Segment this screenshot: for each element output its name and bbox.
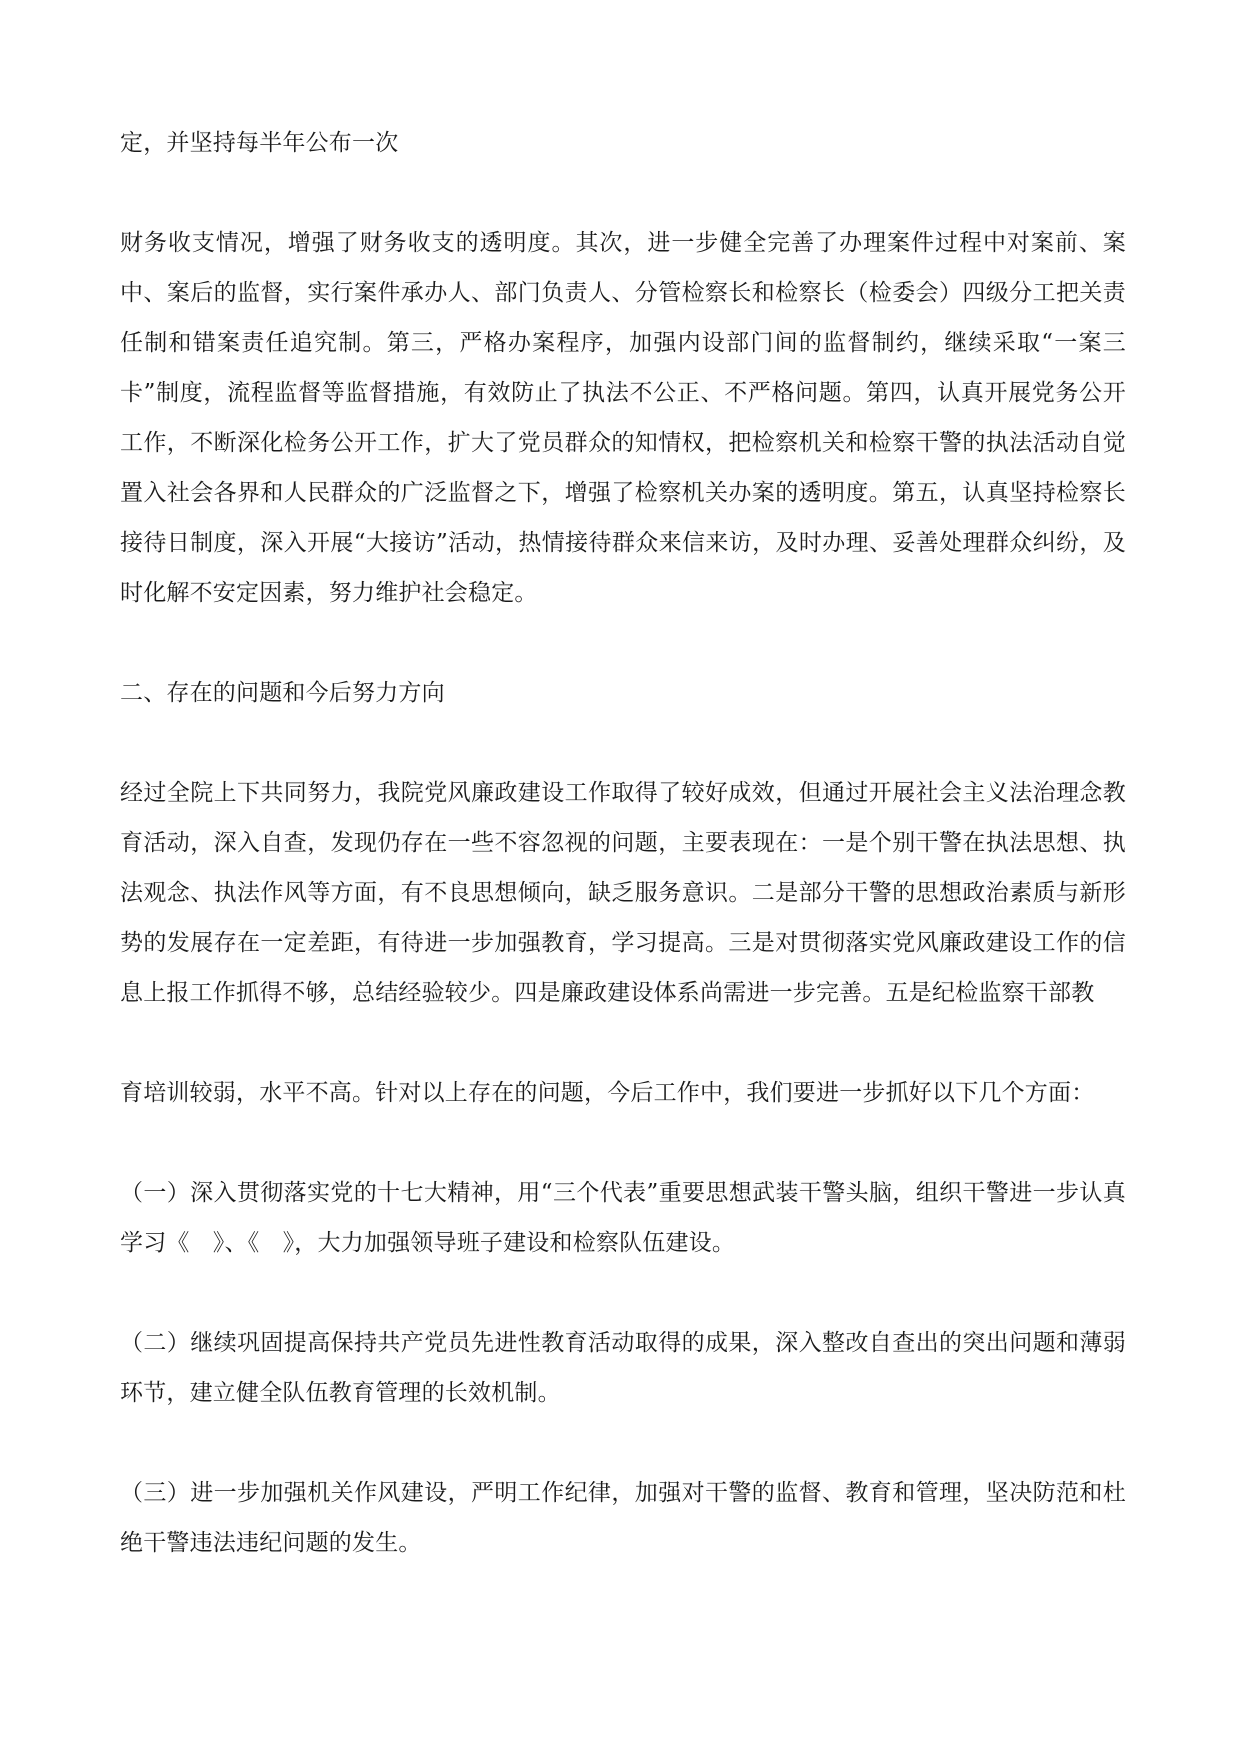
paragraph-supervision-measures: 财务收支情况，增强了财务收支的透明度。其次，进一步健全完善了办理案件过程中对案前、案中、案后的监督，实行案件承办人、部门负责人、分管检察长和检察长（检委会）四级分工把关责任制和错案责任追究制。第三，严格办案程序，加强内设部门间的监督制约，继续采取“一案三卡”制度，流程监督等监督措施，有效防止了执法不公正、不严格问题。第四，认真开展党务公开工作，不断深化检务公开工作，扩大了党员群众的知情权，把检察机关和检察干警的执法活动自觉置入社会各界和人民群众的广泛监督之下，增强了检察机关办案的透明度。第五，认真坚持检察长接待日制度，深入开展“大接访”活动，热情接待群众来信来访，及时办理、妥善处理群众纠纷，及时化解不安定因素，努力维护社会稳定。 bbox=[120, 230, 1126, 606]
paragraph-problems: 经过全院上下共同努力，我院党风廉政建设工作取得了较好成效，但通过开展社会主义法治理念教育活动，深入自查，发现仍存在一些不容忽视的问题，主要表现在：一是个别干警在执法思想、执法观念、执法作风等方面，有不良思想倾向，缺乏服务意识。二是部分干警的思想政治素质与新形势的发展存在一定差距，有待进一步加强教育，学习提高。三是对贯彻落实党风廉政建设工作的信息上报工作抓得不够，总结经验较少。四是廉政建设体系尚需进一步完善。五是纪检监察干部教 bbox=[120, 780, 1126, 1006]
list-item-1: （一）深入贯彻落实党的十七大精神，用“三个代表”重要思想武装干警头脑，组织干警进一步认真学习《 》、《 》，大力加强领导班子建设和检察队伍建设。 bbox=[120, 1180, 1126, 1256]
paragraph-directions-intro: 育培训较弱，水平不高。针对以上存在的问题，今后工作中，我们要进一步抓好以下几个方面： bbox=[120, 1080, 1095, 1106]
section-heading: 二、存在的问题和今后努力方向 bbox=[120, 680, 445, 706]
paragraph-continuation: 定，并坚持每半年公布一次 bbox=[120, 130, 399, 156]
list-item-2: （二）继续巩固提高保持共产党员先进性教育活动取得的成果，深入整改自查出的突出问题和薄弱环节，建立健全队伍教育管理的长效机制。 bbox=[120, 1330, 1126, 1406]
document-page bbox=[120, 118, 1126, 1568]
list-item-3: （三）进一步加强机关作风建设，严明工作纪律，加强对干警的监督、教育和管理，坚决防范和杜绝干警违法违纪问题的发生。 bbox=[120, 1480, 1126, 1556]
